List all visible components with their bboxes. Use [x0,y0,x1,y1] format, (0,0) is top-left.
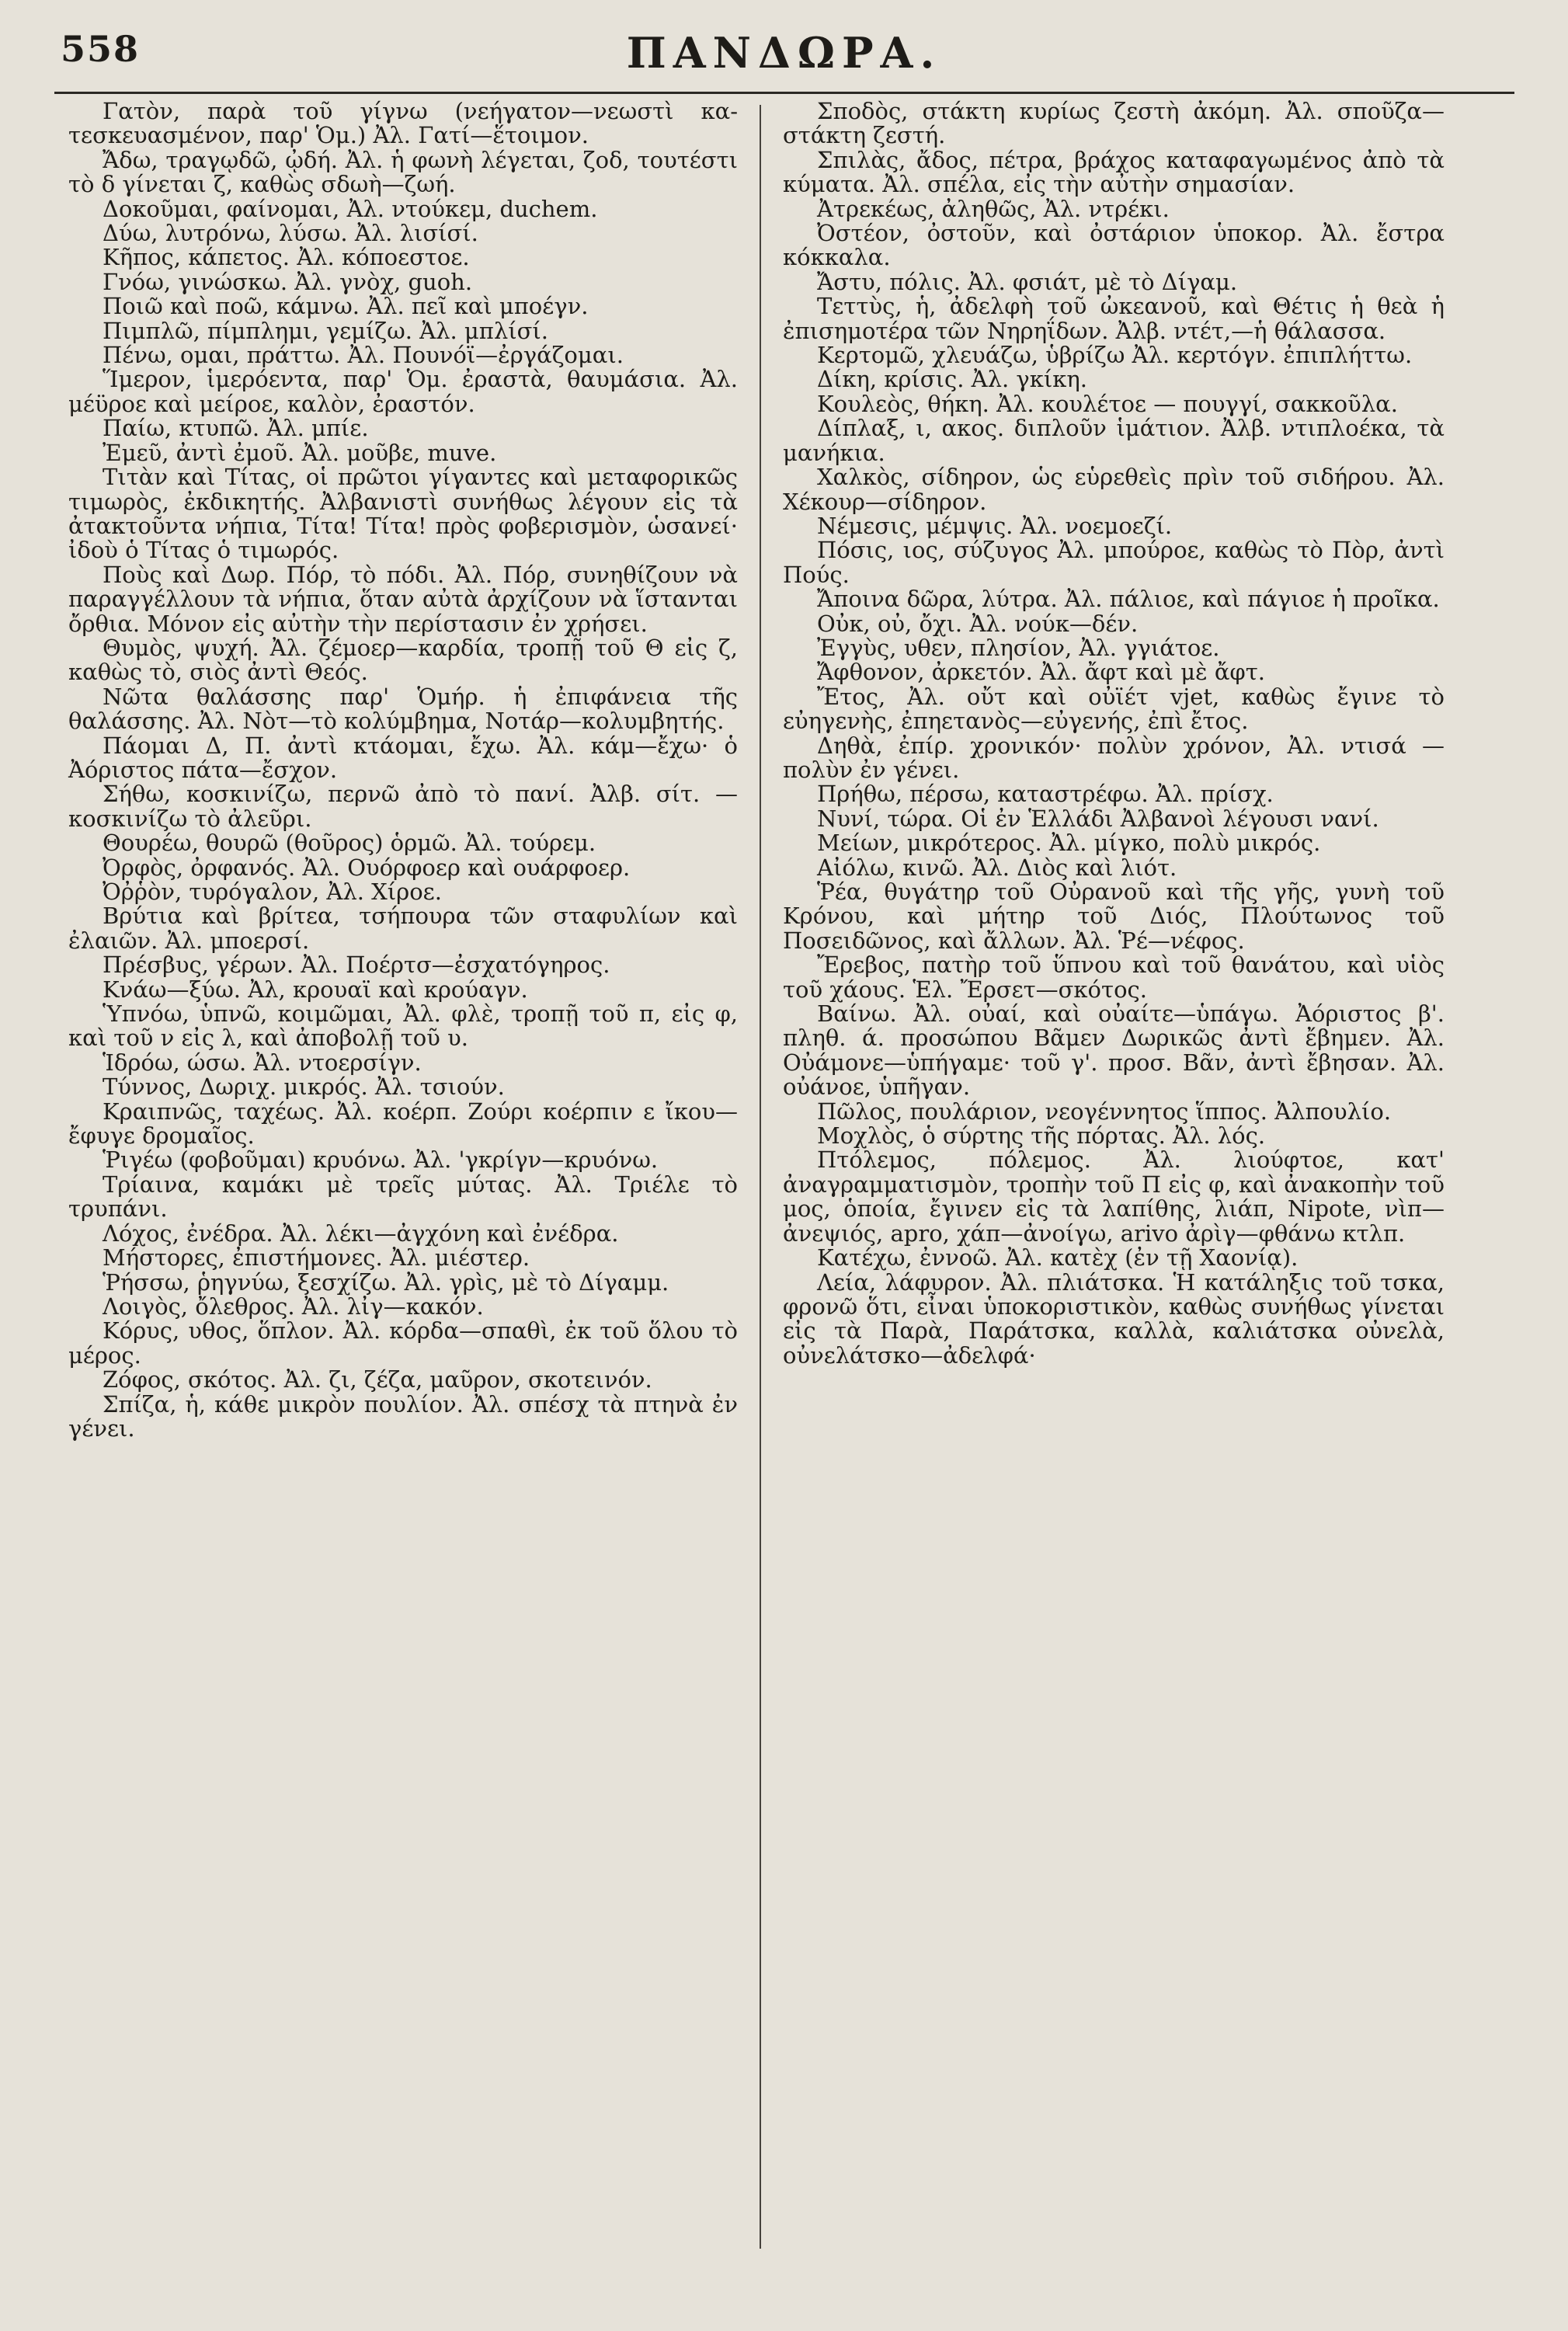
page-title: ΠΑΝΔΩΡΑ. [626,28,942,78]
dictionary-entry: Τεττὺς, ἡ, ἀδελφὴ τοῦ ὠκεανοῦ, καὶ Θέτις ἡ θεὰ ἡ ἐπισημοτέρα τῶν Νηρηΐδων. Ἀλβ. ντέτ,—ἡ θάλασσα. [783,293,1445,344]
dictionary-entry: Ἄποινα δῶρα, λύτρα. Ἀλ. πάλιοε, καὶ πάγιοε ἡ προῖκα. [817,586,1440,613]
dictionary-entry: Πένω, ομαι, πράττω. Ἀλ. Πουνόϊ—ἐργάζομαι. [103,342,624,369]
dictionary-entry: Ἵμερον, ἱμερόεντα, παρ' Ὁμ. ἐραστὰ, θαυμάσια. Ἀλ. μέϋροε καὶ μείροε, καλὸν, ἐραστόν. [68,366,738,417]
dictionary-entry: Πτόλεμος, πόλεμος. Ἀλ. λιούφτοε, κατ' ἀναγραμματισμὸν, τροπὴν τοῦ Π εἰς φ, καὶ ἀνακοπὴν τοῦ μος, ὁποία, ἔγινεν εἰς τὰ λαπίθης, λιάπ, Nipote, νὶπ—ἀνεψιός, apro, χάπ—ἀνοίγω, arivo ἀρὶγ—φθάνω κτλπ. [783,1146,1445,1247]
dictionary-entry: Βαίνω. Ἀλ. οὐαί, καὶ οὐαίτε—ὑπάγω. Ἀόριστος β'. πληθ. ά. προσώπου Βᾶμεν Δωρικῶς ἀντὶ ἔβημεν. Ἀλ. Οὐάμονε—ὑπήγαμε· τοῦ γ'. προσ. Βᾶν, ἀντὶ ἔβησαν. Ἀλ. οὐάνοε, ὑπῆγαν. [783,1000,1445,1101]
column-divider [760,105,761,2249]
dictionary-entry: Νέμεσις, μέμψις. Ἀλ. νοεμοεζί. [817,512,1173,539]
dictionary-entry: Γατὸν, παρὰ τοῦ γίγνω (νεήγατον—νεωστὶ κα-τεσκευασμένον, παρ' Ὁμ.) Ἀλ. Γατί—ἕτοιμον. [68,98,738,149]
dictionary-entry: Ἔρεβος, πατὴρ τοῦ ὕπνου καὶ τοῦ θανάτου, καὶ υἱὸς τοῦ χάους. Ἑλ. Ἔρσετ—σκότος. [783,952,1445,1003]
dictionary-entry: Κατέχω, ἐννοῶ. Ἀλ. κατὲχ (ἐν τῇ Χαονίᾳ). [817,1244,1299,1272]
dictionary-entry: Δύω, λυτρόνω, λύσω. Ἀλ. λισίσί. [103,220,478,247]
dictionary-entry: Ἱδρόω, ώσω. Ἀλ. ντοερσίγν. [103,1049,422,1076]
right-column [783,99,1445,1368]
dictionary-entry: Παίω, κτυπῶ. Ἀλ. μπίε. [103,415,369,442]
dictionary-entry: Ῥήσσω, ῥηγνύω, ξεσχίζω. Ἀλ. γρὶς, μὲ τὸ Δίγαμμ. [103,1268,669,1296]
dictionary-entry: Κουλεὸς, θήκη. Ἀλ. κουλέτοε — πουγγί, σακκοῦλα. [817,390,1398,417]
dictionary-entry: Ἔτος, Ἀλ. οὔτ καὶ οὐϊέτ vjet, καθὼς ἔγινε τὸ εὐηγενὴς, ἐπηετανὸς—εὐγενής, ἐπὶ ἔτος. [783,683,1445,735]
dictionary-entry: Νυνί, τώρα. Οἱ ἐν Ἑλλάδι Ἀλβανοὶ λέγουσι νανί. [817,805,1379,832]
dictionary-entry: Ποιῶ καὶ ποῶ, κάμνω. Ἀλ. πεῖ καὶ μποέγν. [103,293,589,320]
dictionary-entry: Πῶλος, πουλάριον, νεογέννητος ἵππος. Ἀλπουλίο. [817,1098,1392,1125]
dictionary-entry: Ὀρφὸς, ὀρφανός. Ἀλ. Ουόρφοερ καὶ ουάρφοερ. [103,854,631,881]
dictionary-entry: Λεία, λάφυρον. Ἀλ. πλιάτσκα. Ἡ κατάληξις τοῦ τσκα, φρονῶ ὅτι, εἶναι ὑποκοριστικὸν, καθὼς συνήθως γίνεται εἰς τὰ Παρὰ, Παράτσκα, καλλὰ, καλιάτσκα οὐνελὰ, οὐνελάτσκο—ἀδελφά· [783,1268,1445,1369]
dictionary-entry: Ζόφος, σκότος. Ἀλ. ζι, ζέζα, μαῦρον, σκοτεινόν. [103,1366,652,1393]
dictionary-entry: Μείων, μικρότερος. Ἀλ. μίγκο, πολὺ μικρός. [817,830,1321,857]
dictionary-entry: Οὐκ, οὐ, ὄχι. Ἀλ. νούκ—δέν. [817,610,1139,637]
dictionary-entry: Ἐγγὺς, υθεν, πλησίον, Ἀλ. γγιάτοε. [817,634,1220,661]
dictionary-entry: Γνόω, γινώσκω. Ἀλ. γνὸχ, guoh. [103,268,473,295]
left-column [68,99,738,1441]
dictionary-entry: Πρέσβυς, γέρων. Ἀλ. Ποέρτσ—ἐσχατόγηρος. [103,952,610,979]
dictionary-entry: Ἀτρεκέως, ἀληθῶς, Ἀλ. ντρέκι. [817,195,1170,222]
dictionary-entry: Πάομαι Δ, Π. ἀντὶ κτάομαι, ἔχω. Ἀλ. κάμ—ἔχω· ὁ Ἀόριστος πάτα—ἔσχον. [68,732,738,783]
dictionary-entry: Ἄστυ, πόλις. Ἀλ. φσιάτ, μὲ τὸ Δίγαμ. [817,268,1238,295]
dictionary-entry: Σποδὸς, στάκτη κυρίως ζεστὴ ἀκόμη. Ἀλ. σποῦζα—στάκτη ζεστή. [783,98,1445,149]
dictionary-entry: Σπιλὰς, ἄδος, πέτρα, βράχος καταφαγωμένος ἀπὸ τὰ κύματα. Ἀλ. σπέλα, εἰς τὴν αὐτὴν σημασίαν. [783,146,1445,198]
dictionary-entry: Ἄφθονον, ἀρκετόν. Ἀλ. ἄφτ καὶ μὲ ἄφτ. [817,659,1265,686]
dictionary-entry: Λόχος, ἐνέδρα. Ἀλ. λέκι—ἀγχόνη καὶ ἐνέδρα. [103,1219,619,1247]
dictionary-entry: Τιτὰν καὶ Τίτας, οἱ πρῶτοι γίγαντες καὶ μεταφορικῶς τιμωρὸς, ἐκδικητής. Ἀλβανιστὶ συνήθως λέγουν εἰς τὰ ἀτακτοῦντα νήπια, Τίτα! Τίτα! πρὸς φοβερισμὸν, ὡσανεί· ἰδοὺ ὁ Τίτας ὁ τιμωρός. [68,464,738,564]
dictionary-entry: Κνάω—ξύω. Ἀλ, κρουαϊ καὶ κρούαγν. [103,976,528,1003]
dictionary-entry: Αἰόλω, κινῶ. Ἀλ. Διὸς καὶ λιότ. [817,854,1177,881]
dictionary-entry: Ῥιγέω (φοβοῦμαι) κρυόνω. Ἀλ. 'γκρίγν—κρυόνω. [103,1146,659,1174]
dictionary-entry: Ῥέα, θυγάτηρ τοῦ Οὐρανοῦ καὶ τῆς γῆς, γυνὴ τοῦ Κρόνου, καὶ μήτηρ τοῦ Διός, Πλούτωνος τοῦ Ποσειδῶνος, καὶ ἄλλων. Ἀλ. Ῥέ—νέφος. [783,878,1445,954]
dictionary-entry: Δίπλαξ, ι, ακος. διπλοῦν ἱμάτιον. Ἀλβ. ντιπλοέκα, τὰ μανήκια. [783,415,1445,466]
dictionary-entry: Μοχλὸς, ὁ σύρτης τῆς πόρτας. Ἀλ. λός. [817,1122,1266,1150]
dictionary-entry: Δηθὰ, ἐπίρ. χρονικόν· πολὺν χρόνον, Ἀλ. ντισά —πολὺν ἐν γένει. [783,732,1445,783]
dictionary-entry: Θουρέω, θουρῶ (θοῦρος) ὁρμῶ. Ἀλ. τούρεμ. [103,830,596,857]
dictionary-entry: Κραιπνῶς, ταχέως. Ἀλ. κοέρπ. Ζούρι κοέρπιν ε ἴκου—ἔφυγε δρομαῖος. [68,1098,738,1150]
dictionary-entry: Μήστορες, ἐπιστήμονες. Ἀλ. μιέστερ. [103,1244,530,1272]
page-header [0,28,1568,82]
dictionary-entry: Λοιγὸς, ὄλεθρος. Ἀλ. λἰγ—κακόν. [103,1292,484,1320]
header-rule [54,92,1514,94]
dictionary-entry: Βρύτια καὶ βρίτεα, τσήπουρα τῶν σταφυλίων καὶ ἐλαιῶν. Ἀλ. μποερσί. [68,903,738,954]
dictionary-entry: Νῶτα θαλάσσης παρ' Ὁμήρ. ἡ ἐπιφάνεια τῆς θαλάσσης. Ἀλ. Νὸτ—τὸ κολύμβημα, Νοτάρ—κολυμβητής. [68,683,738,735]
dictionary-entry: Πιμπλῶ, πίμπλημι, γεμίζω. Ἀλ. μπλίσί. [103,317,548,344]
dictionary-entry: Ἄδω, τραγῳδῶ, ᾠδή. Ἀλ. ἡ φωνὴ λέγεται, ζοδ, τουτέστι τὸ δ γίνεται ζ, καθὼς σδωὴ—ζωή. [68,146,738,198]
dictionary-entry: Τύννος, Δωριχ. μικρός. Ἀλ. τσιούν. [103,1073,505,1101]
dictionary-entry: Ὀῤῥὸν, τυρόγαλον, Ἀλ. Χίροε. [103,878,442,905]
dictionary-entry: Κῆπος, κάπετος. Ἀλ. κόποεστοε. [103,244,470,271]
dictionary-entry: Ἐμεῦ, ἀντὶ ἐμοῦ. Ἀλ. μοῦβε, muve. [103,439,497,466]
dictionary-entry: Δίκη, κρίσις. Ἀλ. γκίκη. [817,366,1087,393]
dictionary-entry: Κόρυς, υθος, ὅπλον. Ἀλ. κόρδα—σπαθὶ, ἐκ τοῦ ὅλου τὸ μέρος. [68,1317,738,1369]
dictionary-entry: Σήθω, κοσκινίζω, περνῶ ἀπὸ τὸ πανί. Ἀλβ. σίτ. —κοσκινίζω τὸ ἀλεῦρι. [68,781,738,832]
dictionary-entry: Δοκοῦμαι, φαίνομαι, Ἀλ. ντούκεμ, duchem. [103,195,598,222]
dictionary-entry: Σπίζα, ἡ, κάθε μικρὸν πουλίον. Ἀλ. σπέσχ τὰ πτηνὰ ἐν γένει. [68,1390,738,1442]
dictionary-entry: Ὀστέον, ὀστοῦν, καὶ ὀστάριον ὑποκορ. Ἀλ. ἔστρα κόκκαλα. [783,220,1445,271]
dictionary-entry: Τρίαινα, καμάκι μὲ τρεῖς μύτας. Ἀλ. Τριέλε τὸ τρυπάνι. [68,1171,738,1223]
dictionary-entry: Ὑπνόω, ὑπνῶ, κοιμῶμαι, Ἀλ. φλὲ, τροπῇ τοῦ π, εἰς φ, καὶ τοῦ ν εἰς λ, καὶ ἀποβολῇ τοῦ υ. [68,1000,738,1052]
dictionary-entry: Πόσις, ιος, σύζυγος Ἀλ. μπούροε, καθὼς τὸ Πὸρ, ἀντὶ Πούς. [783,537,1445,588]
dictionary-entry: Πρήθω, πέρσω, καταστρέφω. Ἀλ. πρίσχ. [817,781,1274,808]
dictionary-entry: Χαλκὸς, σίδηρον, ὡς εὑρεθεὶς πρὶν τοῦ σιδήρου. Ἀλ. Χέκουρ—σίδηρον. [783,464,1445,515]
page-number: 558 [61,28,141,70]
dictionary-entry: Κερτομῶ, χλευάζω, ὑβρίζω Ἀλ. κερτόγν. ἐπιπλήττω. [817,342,1413,369]
dictionary-entry: Θυμὸς, ψυχή. Ἀλ. ζέμοερ—καρδία, τροπῇ τοῦ Θ εἰς ζ, καθὼς τὸ, σιὸς ἀντὶ Θεός. [68,634,738,686]
dictionary-entry: Ποὺς καὶ Δωρ. Πόρ, τὸ πόδι. Ἀλ. Πόρ, συνηθίζουν νὰ παραγγέλλουν τὰ νήπια, ὅταν αὐτὰ ἀρχίζουν νὰ ἵστανται ὄρθια. Μόνον εἰς αὐτὴν τὴν περίστασιν ἐν χρήσει. [68,561,738,637]
